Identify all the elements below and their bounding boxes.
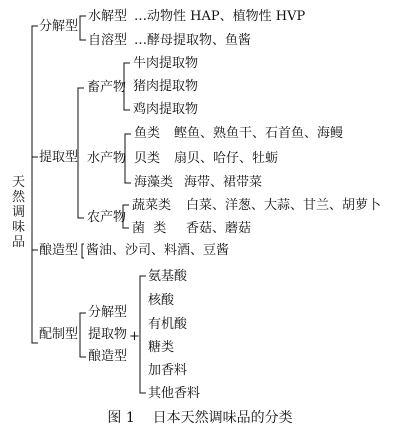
aquatic-category: 鱼类 — [134, 126, 161, 141]
additive-item: 其他香料 — [148, 386, 201, 401]
blended-component: 酿造型 — [88, 349, 128, 364]
root-bracket — [32, 26, 38, 343]
figure-number: 图 1 — [107, 410, 135, 426]
autolysis-items: …酵母提取物、鱼酱 — [134, 33, 252, 48]
additive-item: 糖类 — [148, 340, 175, 355]
brewing-bracket — [82, 244, 84, 258]
livestock-label: 畜产物 — [87, 80, 127, 95]
plus-sign: + — [129, 329, 140, 344]
hydrolysis-label: 水解型 — [88, 9, 128, 24]
extraction-label: 提取型 — [39, 150, 79, 165]
livestock-item: 鸡肉提取物 — [133, 102, 199, 117]
blended-component: 分解型 — [88, 305, 128, 320]
agricultural-label: 农产物 — [87, 210, 127, 225]
aquatic-items: 扇贝、哈仔、牡蛎 — [174, 151, 279, 166]
livestock-item: 牛肉提取物 — [133, 56, 199, 71]
agricultural-category: 蔬菜类 — [132, 198, 172, 213]
decomposition-label: 分解型 — [39, 19, 79, 34]
additive-item: 加香料 — [148, 363, 188, 378]
blended-label: 配制型 — [39, 327, 79, 342]
aquatic-label: 水产物 — [87, 151, 127, 166]
additives-bracket — [140, 276, 146, 393]
agricultural-category: 菌 类 — [132, 221, 167, 236]
figure-caption — [0, 410, 400, 426]
blended-component: 提取物 — [88, 327, 128, 342]
autolysis-label: 自溶型 — [88, 33, 128, 48]
additive-item: 氨基酸 — [148, 269, 188, 284]
agricultural-items: 白菜、洋葱、大蒜、甘兰、胡萝卜 — [186, 198, 382, 213]
decomposition-bracket — [80, 16, 86, 40]
aquatic-items: 海带、裙带菜 — [184, 175, 263, 190]
blended-bracket — [80, 313, 86, 357]
root-label: 天然调味品 — [12, 175, 26, 250]
aquatic-category: 贝类 — [134, 151, 161, 166]
aquatic-category: 海藻类 — [134, 175, 174, 190]
additive-item: 核酸 — [148, 293, 175, 308]
figure-title: 日本天然调味品的分类 — [152, 410, 293, 426]
brewing-items: 酱油、沙司、料酒、豆酱 — [86, 243, 230, 258]
brewing-label: 酿造型 — [39, 243, 79, 258]
agricultural-items: 香菇、蘑菇 — [186, 221, 252, 236]
aquatic-items: 鲣鱼、熟鱼干、石首鱼、海鳗 — [174, 126, 344, 141]
hydrolysis-items: …动物性 HAP、植物性 HVP — [134, 9, 306, 24]
extraction-bracket — [78, 88, 84, 218]
livestock-item: 猪肉提取物 — [133, 79, 199, 94]
additive-item: 有机酸 — [148, 317, 188, 332]
